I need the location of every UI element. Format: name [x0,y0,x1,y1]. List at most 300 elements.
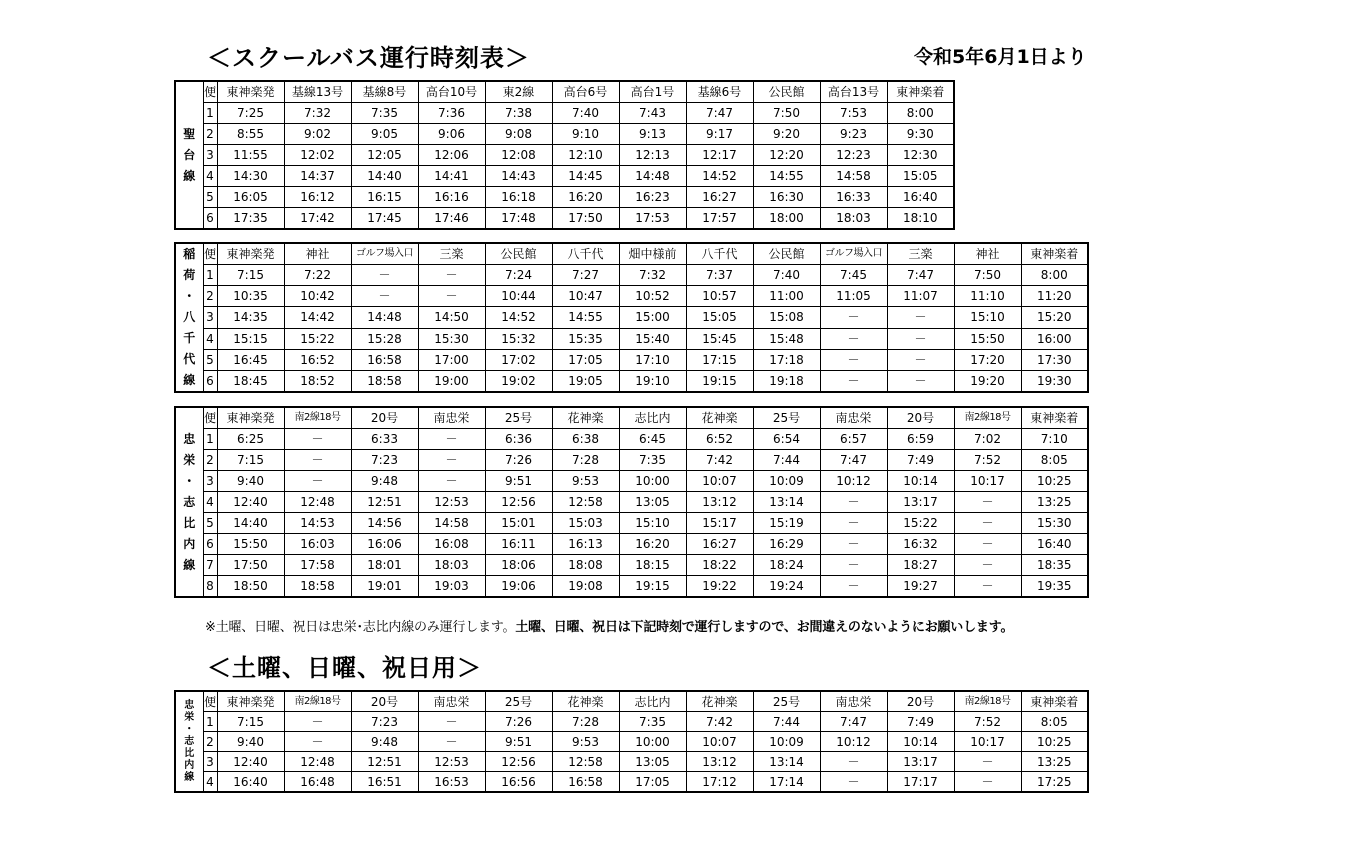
departure-time: 17:05 [552,349,619,370]
departure-time: － [887,328,954,349]
departure-time: 16:52 [284,349,351,370]
trip-number: 6 [203,370,217,392]
departure-time: 17:57 [686,208,753,230]
departure-time: 7:52 [954,712,1021,732]
departure-time: 17:15 [686,349,753,370]
departure-time: 16:53 [418,772,485,793]
departure-time: 17:45 [351,208,418,230]
departure-time: 17:25 [1021,772,1088,793]
weekend-title: ＜土曜、日曜、祝日用＞ [207,654,482,682]
departure-time: 12:13 [619,145,686,166]
departure-time: 17:50 [552,208,619,230]
departure-time: 15:45 [686,328,753,349]
weekend-notice-emphasis: 土曜、日曜、祝日は下記時刻で運行しますので、お間違えのないようにお願いします。 [515,620,1014,635]
departure-time: 15:32 [485,328,552,349]
departure-time: 11:00 [753,286,820,307]
departure-time: 12:40 [217,492,284,513]
stop-header: 東神楽発 [217,691,284,712]
departure-time: 19:20 [954,370,1021,392]
departure-time: 8:05 [1021,450,1088,471]
stop-header: 25号 [485,691,552,712]
table-row [175,752,1088,772]
departure-time: 15:50 [954,328,1021,349]
stop-header: ゴルフ場入口 [351,243,418,265]
departure-time: － [954,752,1021,772]
departure-time: 7:45 [820,265,887,286]
trip-number: 1 [203,103,217,124]
departure-time: － [418,429,485,450]
departure-time: 16:03 [284,534,351,555]
stop-header: 花神楽 [686,691,753,712]
departure-time: 12:06 [418,145,485,166]
departure-time: 7:15 [217,450,284,471]
departure-time: 15:48 [753,328,820,349]
departure-time: 7:02 [954,429,1021,450]
stop-header: 公民館 [753,243,820,265]
departure-time: － [418,471,485,492]
stop-header: 神社 [954,243,1021,265]
departure-time: 14:35 [217,307,284,328]
departure-time: 9:17 [686,124,753,145]
departure-time: 6:59 [887,429,954,450]
departure-time: － [820,513,887,534]
departure-time: 16:00 [1021,328,1088,349]
departure-time: 8:55 [217,124,284,145]
departure-time: 10:14 [887,471,954,492]
stop-header: 東神楽発 [217,81,284,103]
departure-time: 16:06 [351,534,418,555]
departure-time: － [284,450,351,471]
departure-time: 12:17 [686,145,753,166]
departure-time: － [418,286,485,307]
table-row [175,187,954,208]
departure-time: 7:32 [284,103,351,124]
table-header-row [175,691,1088,712]
departure-time: 17:02 [485,349,552,370]
departure-time: 16:08 [418,534,485,555]
departure-time: 16:11 [485,534,552,555]
departure-time: 9:05 [351,124,418,145]
departure-time: 10:07 [686,471,753,492]
departure-time: 7:53 [820,103,887,124]
departure-time: 12:58 [552,752,619,772]
departure-time: 16:16 [418,187,485,208]
departure-time: 19:15 [619,576,686,598]
stop-header: 20号 [351,691,418,712]
departure-time: 9:23 [820,124,887,145]
departure-time: － [351,265,418,286]
stop-header: 花神楽 [686,407,753,429]
trip-number-header: 便 [203,691,217,712]
stop-header: 基線8号 [351,81,418,103]
departure-time: 16:48 [284,772,351,793]
departure-time: 12:05 [351,145,418,166]
table-row [175,307,1088,328]
departure-time: 15:22 [284,328,351,349]
departure-time: 11:05 [820,286,887,307]
departure-time: － [284,732,351,752]
departure-time: － [887,307,954,328]
departure-time: 7:15 [217,265,284,286]
departure-time: 13:17 [887,752,954,772]
departure-time: 12:56 [485,492,552,513]
departure-time: 16:45 [217,349,284,370]
stop-header: 東神楽着 [1021,691,1088,712]
trip-number: 1 [203,265,217,286]
stop-header: 東神楽発 [217,407,284,429]
departure-time: 18:58 [351,370,418,392]
departure-time: 16:51 [351,772,418,793]
route-name: 聖 台 線 [175,81,203,229]
departure-time: 10:17 [954,471,1021,492]
trip-number: 5 [203,187,217,208]
departure-time: 7:35 [351,103,418,124]
departure-time: 15:10 [954,307,1021,328]
departure-time: 11:55 [217,145,284,166]
departure-time: － [284,429,351,450]
stop-header: ゴルフ場入口 [820,243,887,265]
departure-time: 7:49 [887,712,954,732]
departure-time: 19:01 [351,576,418,598]
departure-time: 6:38 [552,429,619,450]
departure-time: 16:18 [485,187,552,208]
departure-time: 10:00 [619,732,686,752]
stop-header: 南忠栄 [418,407,485,429]
trip-number: 5 [203,349,217,370]
departure-time: 10:52 [619,286,686,307]
departure-time: 14:43 [485,166,552,187]
departure-time: 12:40 [217,752,284,772]
departure-time: 7:23 [351,712,418,732]
stop-header: 南2線18号 [284,407,351,429]
departure-time: － [954,513,1021,534]
table-row [175,265,1088,286]
departure-time: 7:28 [552,450,619,471]
departure-time: 8:00 [887,103,954,124]
stop-header: 南2線18号 [954,407,1021,429]
departure-time: 9:48 [351,471,418,492]
departure-time: 7:38 [485,103,552,124]
departure-time: 6:52 [686,429,753,450]
departure-time: 18:01 [351,555,418,576]
stop-header: 南忠栄 [820,407,887,429]
table-row [175,555,1088,576]
departure-time: 12:08 [485,145,552,166]
departure-time: 7:36 [418,103,485,124]
departure-time: 18:27 [887,555,954,576]
departure-time: 7:47 [820,450,887,471]
departure-time: － [954,576,1021,598]
departure-time: 16:56 [485,772,552,793]
stop-header: 高台10号 [418,81,485,103]
departure-time: 18:03 [418,555,485,576]
trip-number: 4 [203,492,217,513]
table-row [175,513,1088,534]
trip-number: 2 [203,732,217,752]
departure-time: 18:08 [552,555,619,576]
departure-time: － [820,555,887,576]
trip-number: 4 [203,166,217,187]
route-name: 稲 荷 ・ 八 千 代 線 [175,243,203,392]
timetable-weekend-chuei-shibinai-line [174,690,1089,793]
departure-time: 9:08 [485,124,552,145]
table-row [175,124,954,145]
departure-time: 19:02 [485,370,552,392]
departure-time: 17:10 [619,349,686,370]
weekend-notice-text: ※土曜、日曜、祝日は忠栄･志比内線のみ運行します。 [205,620,516,635]
departure-time: 12:30 [887,145,954,166]
departure-time: 18:15 [619,555,686,576]
departure-time: 15:05 [887,166,954,187]
departure-time: 9:02 [284,124,351,145]
departure-time: 10:12 [820,471,887,492]
table-row [175,208,954,230]
table-row [175,534,1088,555]
departure-time: 17:48 [485,208,552,230]
departure-time: 12:53 [418,492,485,513]
departure-time: 9:53 [552,732,619,752]
trip-number-header: 便 [203,243,217,265]
departure-time: 7:10 [1021,429,1088,450]
departure-time: 14:58 [418,513,485,534]
departure-time: 10:09 [753,732,820,752]
departure-time: 12:10 [552,145,619,166]
departure-time: 10:35 [217,286,284,307]
table-header-row [175,243,1088,265]
departure-time: 15:01 [485,513,552,534]
trip-number: 4 [203,772,217,793]
departure-time: 13:12 [686,492,753,513]
departure-time: 14:42 [284,307,351,328]
table-row [175,712,1088,732]
departure-time: 10:12 [820,732,887,752]
departure-time: 17:14 [753,772,820,793]
departure-time: 7:47 [887,265,954,286]
table-row [175,450,1088,471]
departure-time: 18:22 [686,555,753,576]
stop-header: 花神楽 [552,407,619,429]
departure-time: － [418,732,485,752]
departure-time: 15:10 [619,513,686,534]
departure-time: 18:58 [284,576,351,598]
departure-time: 14:55 [753,166,820,187]
departure-time: － [954,555,1021,576]
departure-time: 13:25 [1021,492,1088,513]
stop-header: 畑中様前 [619,243,686,265]
departure-time: 9:40 [217,471,284,492]
departure-time: 16:05 [217,187,284,208]
departure-time: 19:08 [552,576,619,598]
departure-time: 17:05 [619,772,686,793]
departure-time: 15:03 [552,513,619,534]
departure-time: 14:52 [686,166,753,187]
weekend-notice [205,616,1013,635]
departure-time: 9:10 [552,124,619,145]
departure-time: 7:15 [217,712,284,732]
departure-time: 19:10 [619,370,686,392]
trip-number: 5 [203,513,217,534]
departure-time: 7:26 [485,450,552,471]
departure-time: － [284,471,351,492]
table-row [175,732,1088,752]
departure-time: 17:58 [284,555,351,576]
departure-time: 6:54 [753,429,820,450]
departure-time: 19:05 [552,370,619,392]
departure-time: － [820,307,887,328]
route-name: 忠 栄 ・ 志 比 内 線 [175,691,203,792]
stop-header: 志比内 [619,407,686,429]
departure-time: 10:07 [686,732,753,752]
trip-number: 6 [203,534,217,555]
stop-header: 公民館 [485,243,552,265]
trip-number: 7 [203,555,217,576]
departure-time: 7:27 [552,265,619,286]
departure-time: 12:23 [820,145,887,166]
departure-time: 14:40 [217,513,284,534]
departure-time: 6:45 [619,429,686,450]
departure-time: 16:32 [887,534,954,555]
departure-time: 7:42 [686,450,753,471]
stop-header: 基線13号 [284,81,351,103]
trip-number: 1 [203,712,217,732]
timetable-seidai-line [174,80,955,230]
trip-number-header: 便 [203,81,217,103]
departure-time: － [820,752,887,772]
departure-time: 14:55 [552,307,619,328]
departure-time: 14:50 [418,307,485,328]
departure-time: 13:17 [887,492,954,513]
trip-number: 3 [203,471,217,492]
stop-header: 南2線18号 [954,691,1021,712]
table-row [175,349,1088,370]
departure-time: 13:12 [686,752,753,772]
table-row [175,166,954,187]
departure-time: 10:09 [753,471,820,492]
stop-header: 神社 [284,243,351,265]
departure-time: 7:43 [619,103,686,124]
trip-number: 2 [203,450,217,471]
departure-time: 15:40 [619,328,686,349]
stop-header: 三楽 [887,243,954,265]
departure-time: 19:15 [686,370,753,392]
departure-time: － [418,265,485,286]
departure-time: 9:20 [753,124,820,145]
departure-time: － [887,349,954,370]
departure-time: － [820,328,887,349]
departure-time: 9:51 [485,732,552,752]
trip-number: 2 [203,286,217,307]
departure-time: 17:17 [887,772,954,793]
departure-time: 15:22 [887,513,954,534]
departure-time: 19:35 [1021,576,1088,598]
departure-time: 19:22 [686,576,753,598]
departure-time: 19:18 [753,370,820,392]
departure-time: 17:18 [753,349,820,370]
departure-time: 16:23 [619,187,686,208]
trip-number-header: 便 [203,407,217,429]
departure-time: 15:28 [351,328,418,349]
departure-time: 16:20 [552,187,619,208]
table-header-row [175,81,954,103]
departure-time: 13:14 [753,752,820,772]
table-row [175,471,1088,492]
departure-time: 9:51 [485,471,552,492]
departure-time: 10:47 [552,286,619,307]
departure-time: 12:53 [418,752,485,772]
departure-time: 7:42 [686,712,753,732]
departure-time: 11:20 [1021,286,1088,307]
stop-header: 20号 [351,407,418,429]
table-row [175,370,1088,392]
departure-time: 15:35 [552,328,619,349]
departure-time: 17:00 [418,349,485,370]
departure-time: 11:07 [887,286,954,307]
trip-number: 2 [203,124,217,145]
stop-header: 高台13号 [820,81,887,103]
departure-time: 15:20 [1021,307,1088,328]
departure-time: 16:30 [753,187,820,208]
stop-header: 25号 [753,407,820,429]
departure-time: 12:51 [351,492,418,513]
departure-time: － [820,370,887,392]
departure-time: － [351,286,418,307]
departure-time: － [954,492,1021,513]
trip-number: 3 [203,752,217,772]
departure-time: 14:56 [351,513,418,534]
departure-time: 7:26 [485,712,552,732]
departure-time: 7:24 [485,265,552,286]
departure-time: 14:37 [284,166,351,187]
departure-time: 7:44 [753,712,820,732]
departure-time: 16:58 [552,772,619,793]
departure-time: 14:48 [619,166,686,187]
departure-time: 17:20 [954,349,1021,370]
departure-time: 15:17 [686,513,753,534]
departure-time: 7:47 [686,103,753,124]
departure-time: 15:15 [217,328,284,349]
table-row [175,286,1088,307]
departure-time: 7:40 [552,103,619,124]
departure-time: 10:42 [284,286,351,307]
departure-time: 16:40 [1021,534,1088,555]
departure-time: 19:03 [418,576,485,598]
departure-time: 18:35 [1021,555,1088,576]
departure-time: 7:52 [954,450,1021,471]
departure-time: 19:24 [753,576,820,598]
stop-header: 高台6号 [552,81,619,103]
stop-header: 東神楽着 [1021,407,1088,429]
departure-time: 18:10 [887,208,954,230]
stop-header: 八千代 [552,243,619,265]
departure-time: 17:42 [284,208,351,230]
timetable-inari-yachiyo-line [174,242,1089,393]
departure-time: 9:48 [351,732,418,752]
departure-time: 17:12 [686,772,753,793]
stop-header: 20号 [887,407,954,429]
departure-time: 7:32 [619,265,686,286]
departure-time: 16:13 [552,534,619,555]
departure-time: 15:30 [1021,513,1088,534]
departure-time: 18:24 [753,555,820,576]
departure-time: 16:27 [686,534,753,555]
trip-number: 1 [203,429,217,450]
departure-time: 8:05 [1021,712,1088,732]
departure-time: 17:30 [1021,349,1088,370]
departure-time: 18:00 [753,208,820,230]
departure-time: 17:50 [217,555,284,576]
departure-time: 10:44 [485,286,552,307]
departure-time: 15:30 [418,328,485,349]
